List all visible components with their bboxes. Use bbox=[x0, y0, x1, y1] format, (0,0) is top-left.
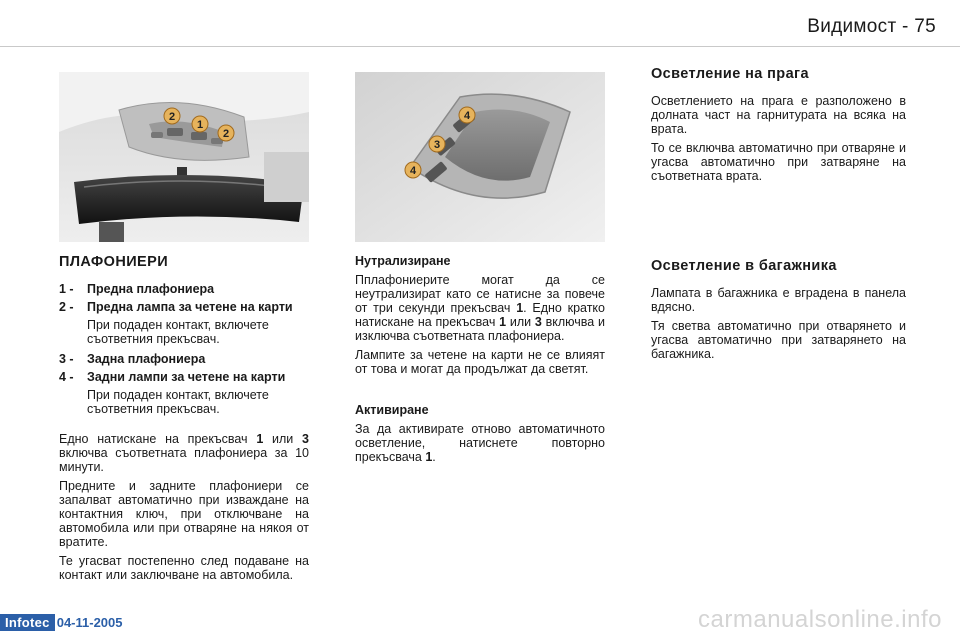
rear-ceiling-light-illustration bbox=[355, 72, 605, 242]
switch-number: 1 bbox=[425, 450, 433, 464]
text-run: включва съответната плафониера за 10 минути. bbox=[59, 446, 309, 474]
item-number: 1 - bbox=[59, 282, 74, 296]
section-title: Осветление в багажника bbox=[651, 258, 837, 274]
threshold-light-section bbox=[651, 66, 906, 188]
paragraph: Осветлението на прага е разположено в долната част на гарнитурата на всяка на врата. bbox=[651, 94, 906, 136]
item-label: Предна лампа за четене на карти bbox=[87, 300, 293, 314]
paragraph: То се включва автоматично при отваряне и угасва автоматично при затваряне на съответната врата. bbox=[651, 141, 906, 183]
switch-number: 1 bbox=[256, 432, 264, 446]
switch-number: 3 bbox=[302, 432, 309, 446]
item-label: Задни лампи за четене на карти bbox=[87, 370, 286, 384]
list-item bbox=[59, 352, 309, 366]
front-ceiling-light-illustration bbox=[59, 72, 309, 242]
item-label: Задна плафониера bbox=[87, 352, 206, 366]
sub-title: Нутрализиране bbox=[355, 254, 451, 268]
ceiling-lights-section bbox=[59, 254, 309, 587]
paragraph: Предните и задните плафониери се запалват автоматично при изваждане на контактния ключ, при отключване на автомобила или при отваряне на някоя от вратите. bbox=[59, 479, 309, 549]
text-run: За да активирате отново автоматичното осветление, натиснете повторно прекъсвача bbox=[355, 422, 605, 464]
callout-label: 1 bbox=[196, 119, 204, 131]
text-run: или bbox=[506, 315, 535, 329]
callout-label: 4 bbox=[409, 165, 417, 177]
text-run: Едно натискане на прекъсвач bbox=[59, 432, 257, 446]
switch-number: 1 bbox=[516, 301, 524, 315]
switch-number: 1 bbox=[499, 315, 507, 329]
section-title: ПЛАФОНИЕРИ bbox=[59, 254, 169, 270]
item-number: 4 - bbox=[59, 370, 74, 384]
infotec-logo: Infotec bbox=[0, 614, 55, 631]
paragraph: Тя светва автоматично при отварянето и угасва автоматично при затварянето на багажника. bbox=[651, 319, 906, 361]
paragraph bbox=[355, 273, 605, 343]
switch-number: 3 bbox=[534, 315, 542, 329]
header-divider bbox=[0, 46, 960, 47]
paragraph bbox=[59, 432, 309, 474]
callout-label: 3 bbox=[433, 139, 441, 151]
watermark: carmanualsonline.info bbox=[698, 606, 942, 633]
list-item bbox=[59, 370, 309, 384]
text-run: или bbox=[263, 432, 303, 446]
item-number: 2 - bbox=[59, 300, 74, 314]
paragraph: Те угасват постепенно след подаване на контакт или заключване на автомобила. bbox=[59, 554, 309, 582]
neutralize-section bbox=[355, 254, 605, 469]
item-number: 3 - bbox=[59, 352, 74, 366]
item-note: При подаден контакт, включете съответния прекъсвач. bbox=[87, 318, 269, 346]
list-item bbox=[59, 300, 309, 314]
paragraph: Лампите за четене на карти не се влияят от това и могат да продължат да светят. bbox=[355, 348, 605, 376]
item-note: При подаден контакт, включете съответния прекъсвач. bbox=[87, 388, 269, 416]
front-ceiling-light-photo bbox=[59, 72, 309, 242]
edition-date: 04-11-2005 bbox=[56, 615, 123, 630]
list-item bbox=[59, 282, 309, 296]
callout-label: 4 bbox=[463, 110, 471, 122]
footer-badge bbox=[0, 614, 123, 631]
section-title: Осветление на прага bbox=[651, 66, 809, 82]
text-run: включва и изключва съответната плафониера. bbox=[355, 315, 605, 343]
paragraph bbox=[355, 422, 605, 464]
item-label: Предна плафониера bbox=[87, 282, 215, 296]
text-run: . bbox=[432, 450, 436, 464]
rear-ceiling-light-photo bbox=[355, 72, 605, 242]
text-run: . Едно кратко натискане на прекъсвач bbox=[355, 301, 605, 329]
text-run: Пплафониерите могат да се неутрализират като се натисне за повече от три секунди прекъсвач bbox=[355, 273, 605, 315]
callout-label: 2 bbox=[222, 128, 230, 140]
paragraph: Лампата в багажника е вградена в панела вдясно. bbox=[651, 286, 906, 314]
page-header: Видимост - 75 bbox=[807, 16, 936, 37]
trunk-light-section bbox=[651, 258, 906, 366]
sub-title: Активиране bbox=[355, 403, 429, 417]
callout-label: 2 bbox=[168, 111, 176, 123]
